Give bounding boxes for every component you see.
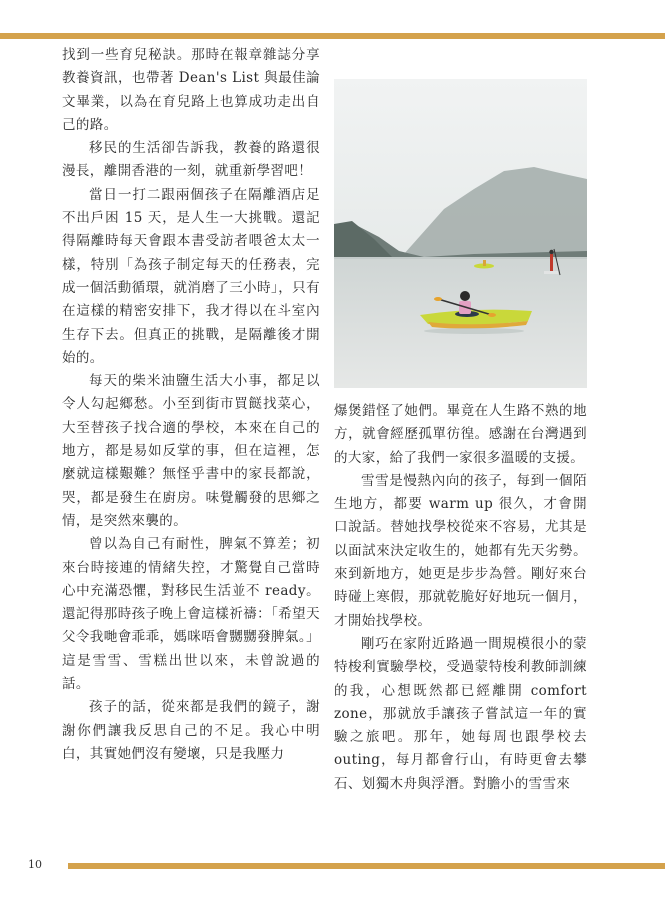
page-number: 10 — [28, 858, 42, 871]
top-accent-rule — [0, 33, 665, 39]
bottom-accent-rule — [68, 863, 665, 869]
paragraph: 爆煲錯怪了她們。畢竟在人生路不熟的地方，就會經歷孤單彷徨。感謝在台灣遇到的大家，給了我們一家很多溫暖的支援。 — [334, 403, 587, 466]
paragraph: 每天的柴米油鹽生活大小事，都足以令人勾起鄉愁。小至到街市買餸找菜心，大至替孩子找合適的學校，本來在自己的地方，都是易如反掌的事，但在這裡，怎麼就這樣艱難？無怪乎書中的家長都說，哭，都是發生在廚房。味覺觸發的思鄉之情，是突然來襲的。 — [62, 373, 320, 529]
paragraph: 當日一打二跟兩個孩子在隔離酒店足不出戶困 15 天，是人生一大挑戰。還記得隔離時每天會跟本書受訪者喂爸太太一樣，特別「為孩子制定每天的任務表，完成一個活動循環，就消磨了三小時」，只有在這樣的精密安排下，我才得以在斗室內生存下去。但真正的挑戰，是隔離後才開始的。 — [62, 186, 320, 366]
paragraph: 找到一些育兒秘訣。那時在報章雜誌分享教養資訊，也帶著 Dean's List 與最佳論文畢業，以為在育兒路上也算成功走出自己的路。 — [62, 47, 320, 133]
lake-kayak-photo — [334, 79, 587, 388]
paragraph: 剛巧在家附近路過一間規模很小的蒙特梭利實驗學校，受過蒙特梭利教師訓練的我，心想既然都已經離開 comfort zone，那就放手讓孩子嘗試這一年的實驗之旅吧。那年，她每周也跟學校去 outing，每月都會行山，有時更會去攀石、划獨木舟與浮潛。對膽小的雪雪來 — [334, 635, 587, 792]
paragraph: 曾以為自己有耐性，脾氣不算差；初來台時接連的情緒失控，才驚覺自己當時心中充滿恐懼，對移民生活並不 ready。還記得那時孩子晚上會這樣祈禱：「希望天父令我哋會乖乖，媽咪唔會嬲嬲發脾氣。」這是雪雪、雪糕出世以來，未曾說過的話。 — [62, 536, 320, 693]
paragraph: 移民的生活卻告訴我，教養的路還很漫長，離開香港的一刻，就重新學習吧！ — [62, 140, 320, 180]
article-right-column — [334, 400, 587, 796]
paragraph: 孩子的話，從來都是我們的鏡子，謝謝你們讓我反思自己的不足。我心中明白，其實她們沒有變壞，只是我壓力 — [62, 699, 320, 762]
article-left-column — [62, 44, 320, 766]
paragraph: 雪雪是慢熱內向的孩子，每到一個陌生地方，都要 warm up 很久，才會開口說話。替她找學校從來不容易，尤其是以面試來決定收生的，她都有先天劣勢。來到新地方，她更是步步為營。剛好來台時碰上寒假，那就乾脆好好地玩一個月，才開始找學校。 — [334, 472, 587, 629]
